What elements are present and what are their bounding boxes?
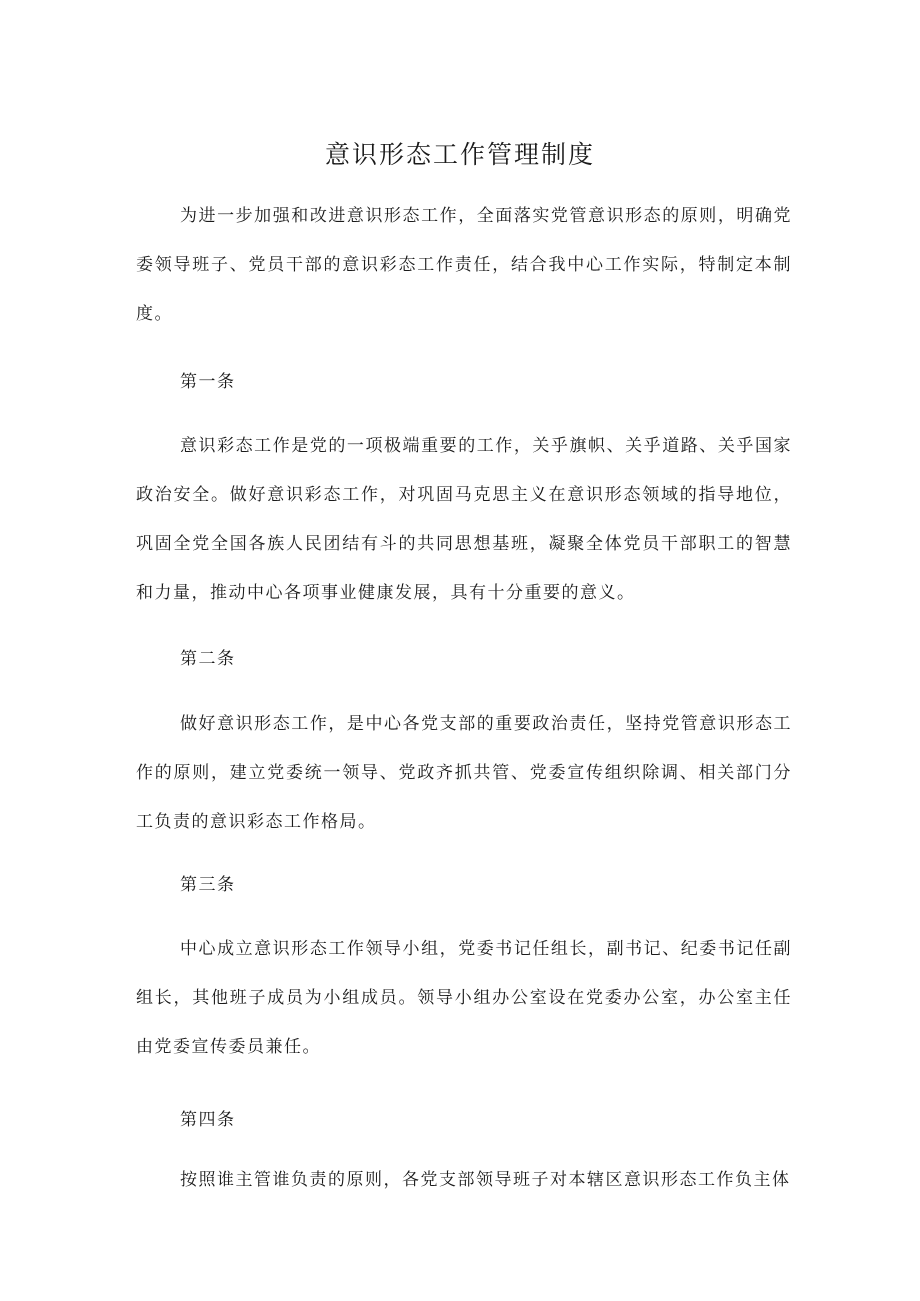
article-2-text: 做好意识形态工作，是中心各党支部的重要政治责任，坚持党管意识形态工作的原则，建立党委统一领导、党政齐抓共管、党委宣传组织除调、相关部门分工负责的意识彩态工作格局。 xyxy=(136,714,792,832)
article-3-heading: 第三条 xyxy=(180,875,236,895)
article-4-text: 按照谁主管谁负责的原则，各党支部领导班子对本辖区意识形态工作负主体 xyxy=(180,1170,791,1190)
article-4-heading: 第四条 xyxy=(180,1110,236,1130)
article-1-heading: 第一条 xyxy=(180,372,236,392)
document-title: 意识形态工作管理制度 xyxy=(324,139,595,169)
article-1-text: 意识彩态工作是党的一项极端重要的工作，关乎旗帜、关乎道路、关乎国家政治安全。做好意识彩态工作，对巩固马克思主义在意识形态领域的指导地位，巩固全党全国各族人民团结有斗的共同思想基班，凝聚全体党员干部职工的智慧和力量，推动中心各项事业健康发展，具有十分重要的意义。 xyxy=(136,436,792,603)
article-2-heading: 第二条 xyxy=(180,649,236,669)
article-3-text: 中心成立意识形态工作领导小组，党委书记任组长，副书记、纪委书记任副组长，其他班子成员为小组成员。领导小组办公室设在党委办公室，办公室主任由党委宣传委员兼任。 xyxy=(136,939,792,1057)
intro-paragraph: 为进一步加强和改进意识形态工作，全面落实党管意识形态的原则，明确党委领导班子、党员干部的意识彩态工作责任，结合我中心工作实际，特制定本制度。 xyxy=(136,206,792,324)
